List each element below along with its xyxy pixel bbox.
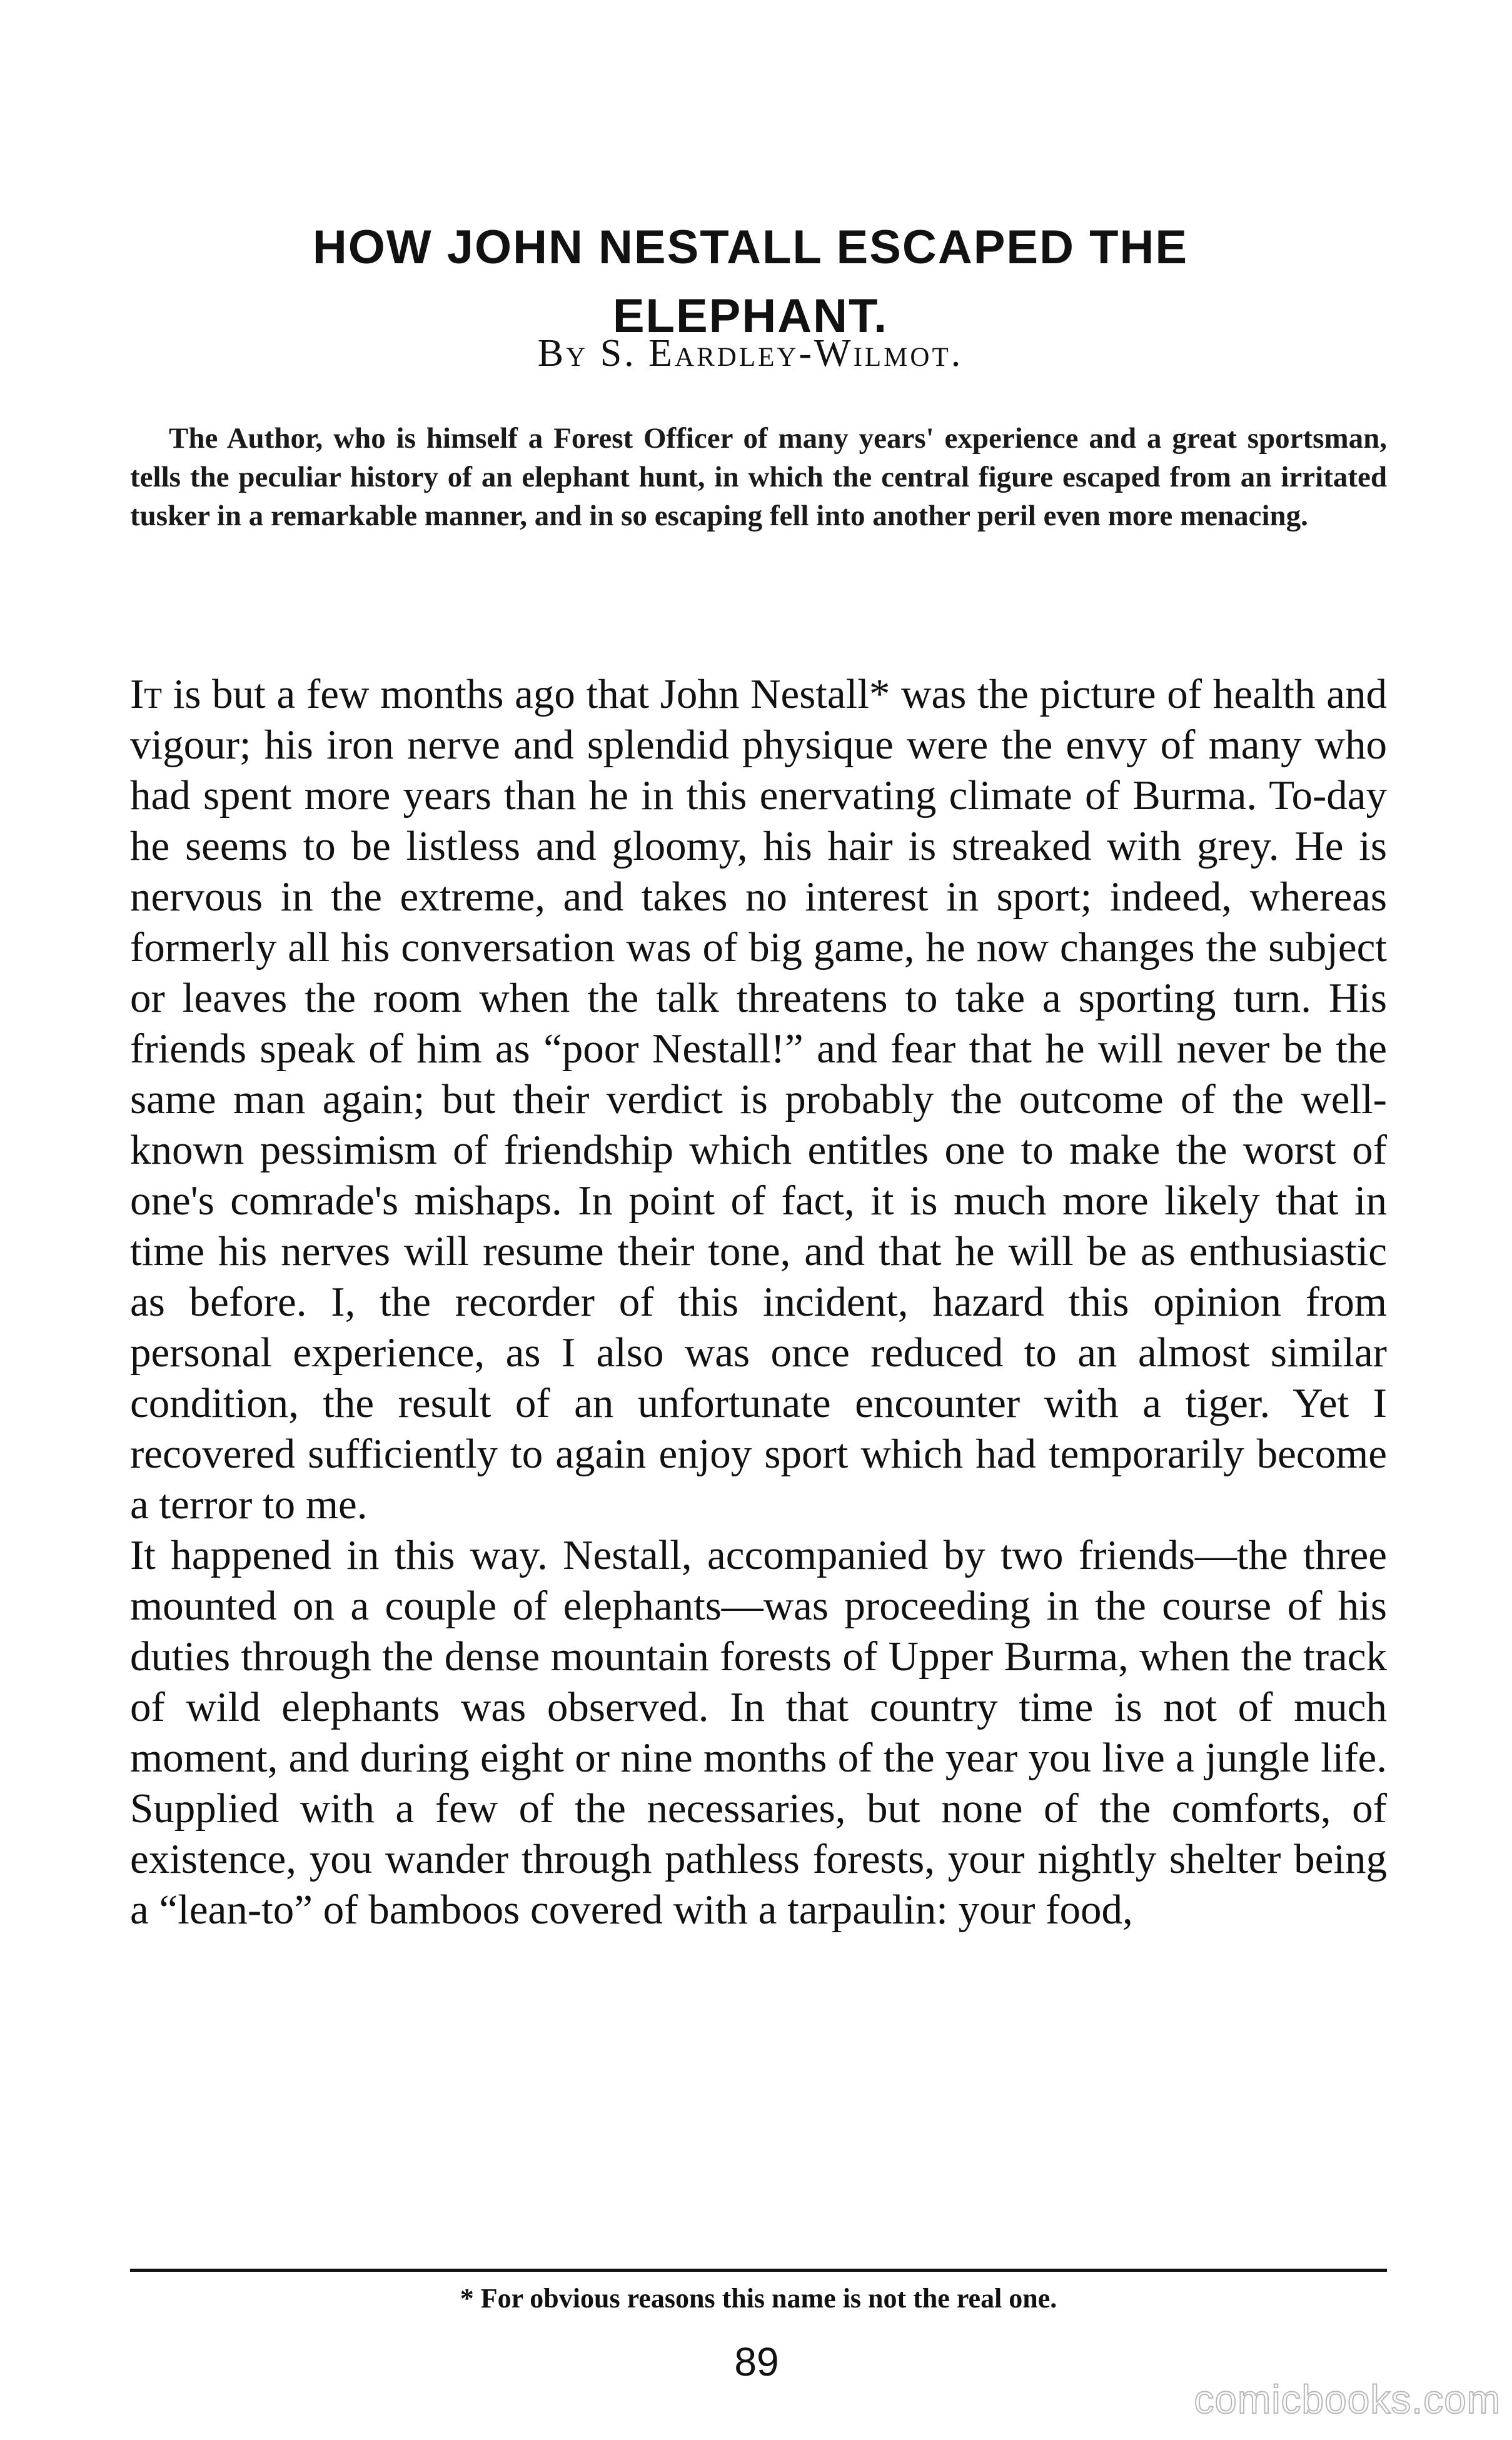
article-title: HOW JOHN NESTALL ESCAPED THE ELEPHANT. [312, 220, 1189, 343]
watermark: comicbooks.com [1194, 2377, 1501, 2422]
paragraph-2: It happened in this way. Nestall, accompanied by two friends—the three mounted on a couple of elephants—was proceeding in the course of his duties through the dense mountain forests of Upper Burma, when the track of wild elephants was observed. In that country time is not of much moment, and during eight or nine months of the year you live a jungle life. Supplied with a few of the necessaries, but none of the comforts, of existence, you wander through pathless forests, your nightly shelter being a “lean-to” of bamboos covered with a tarpaulin: your food, [130, 1532, 1387, 1933]
paragraph-1-lead: It [130, 671, 163, 717]
paragraph-1-text: is but a few months ago that John Nestall* was the picture of health and vigour; his iron nerve and splendid physique were the envy of many who had spent more years than he in this enervating climate of Burma. To-day he seems to be listless and gloomy, his hair is streaked with grey. He is nervous in the extreme, and takes no interest in sport; indeed, whereas formerly all his conversation was of big game, he now changes the subject or leaves the room when the talk threatens to take a sporting turn. His friends speak of him as “poor Nestall!” and fear that he will never be the same man again; but their verdict is probably the outcome of the well-known pessimism of friendship which entitles one to make the worst of one's comrade's mishaps. In point of fact, it is much more likely that in time his nerves will resume their tone, and that he will be as enthusiastic as before. I, the recorder of this incident, hazard this opinion from personal experience, as I also was once reduced to an almost similar condition, the result of an unfortunate encounter with a tiger. Yet I recovered sufficiently to again enjoy sport which had temporarily become a terror to me. [130, 671, 1387, 1528]
page-number: 89 [734, 2339, 779, 2384]
paragraph-1 [130, 669, 1387, 1530]
footnote-divider [130, 2269, 1387, 2272]
footnote: * For obvious reasons this name is not the real one. [460, 2283, 1057, 2314]
byline: By S. Eardley-Wilmot. [537, 332, 964, 375]
article-body [130, 669, 1387, 1935]
abstract: The Author, who is himself a Forest Officer of many years' experience and a great sportsman, tells the peculiar history of an elephant hunt, in which the central figure escaped from an irritated tusker in a remarkable manner, and in so escaping fell into another peril even more menacing. [130, 422, 1387, 532]
